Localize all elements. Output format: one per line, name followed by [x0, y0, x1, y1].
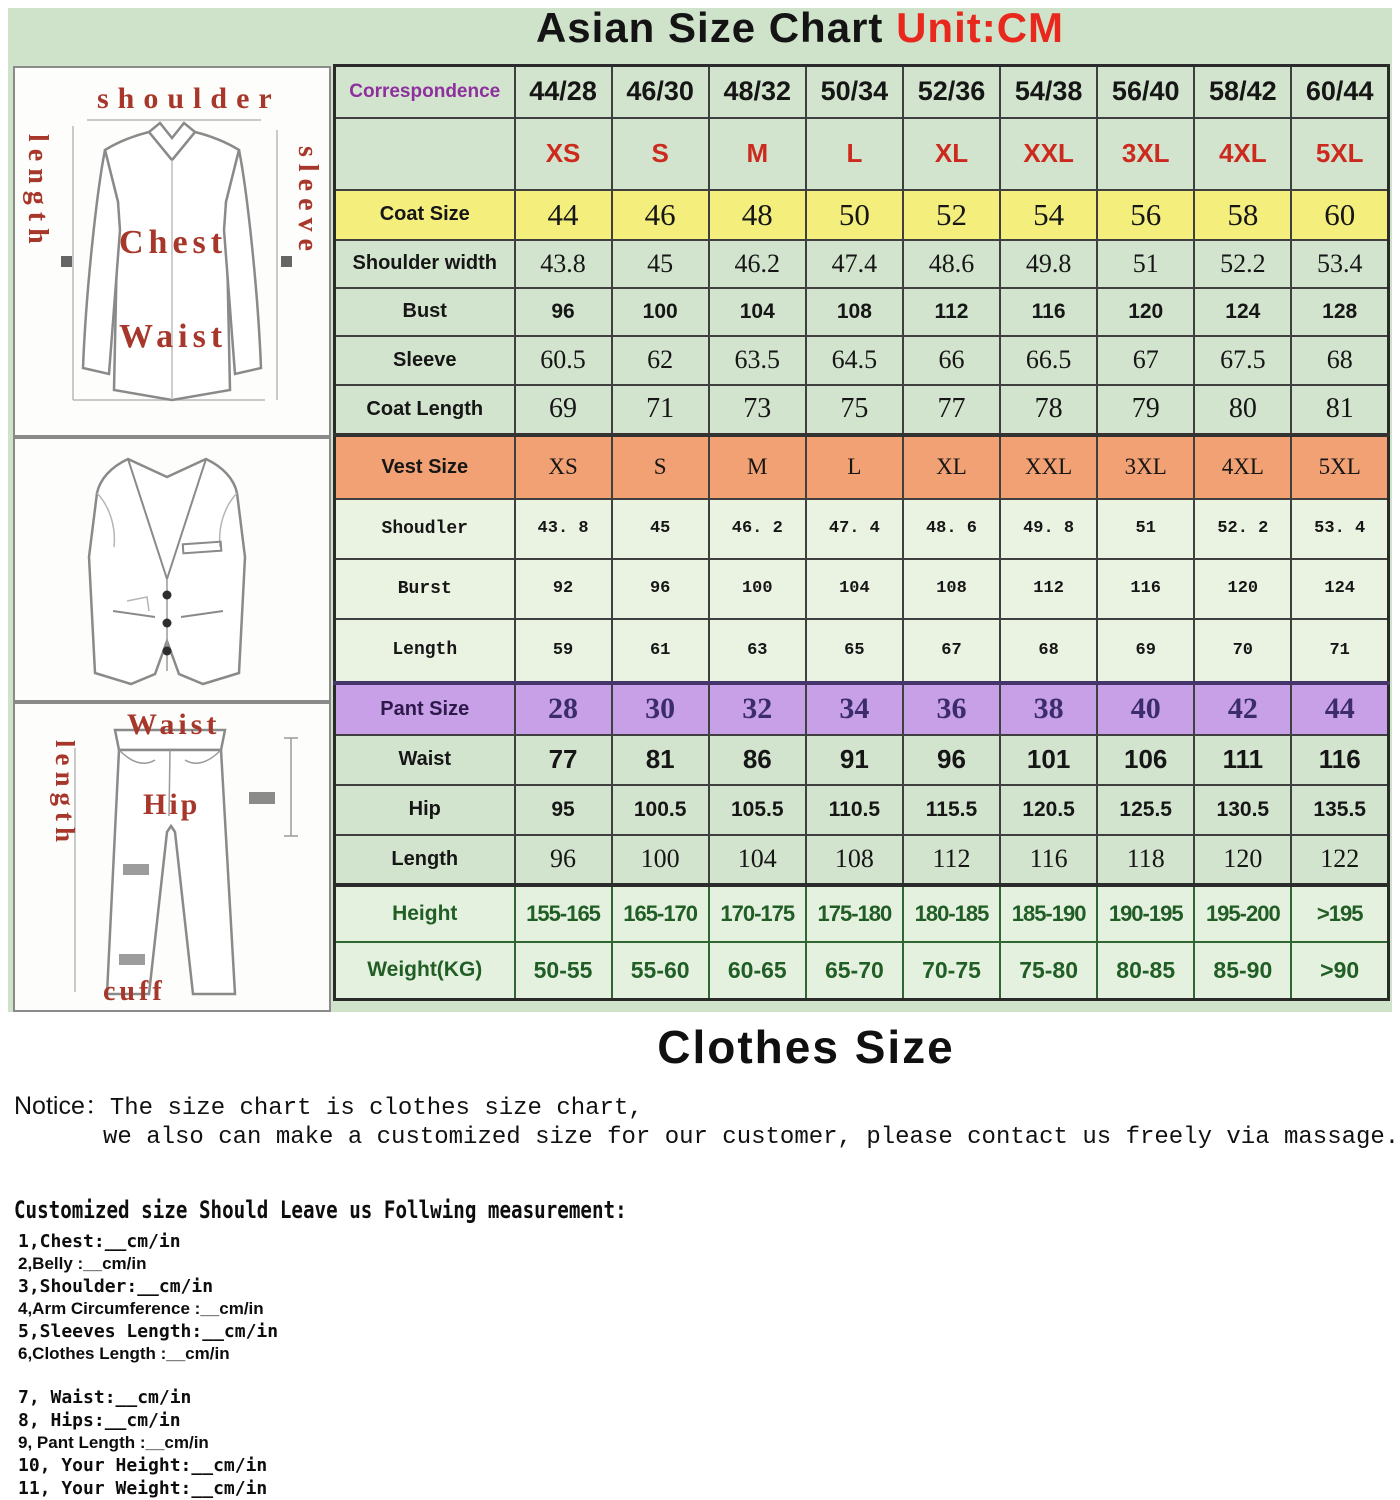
notice-label: Notice： [14, 1092, 110, 1120]
cell-coat-size-7: 58 [1194, 190, 1291, 240]
cell-bust-6: 120 [1097, 288, 1194, 336]
row-vest-size [335, 435, 1389, 499]
cell-sleeve-2: 63.5 [709, 336, 806, 385]
cell-vest-burst-5: 112 [1000, 559, 1097, 619]
cell-vest-shoulder-6: 51 [1097, 499, 1194, 559]
cell-vest-burst-4: 108 [903, 559, 1000, 619]
cell-vest-shoulder-7: 52. 2 [1194, 499, 1291, 559]
cell-pant-length-6: 118 [1097, 835, 1194, 885]
cell-vest-length-4: 67 [903, 619, 1000, 683]
cell-vest-burst-1: 96 [612, 559, 709, 619]
jacket-chest-label: Chest [119, 224, 228, 261]
row-label-weight: Weight(KG) [335, 942, 515, 1000]
cell-shoulder-width-8: 53.4 [1291, 240, 1388, 288]
cell-waist-7: 111 [1194, 735, 1291, 785]
cell-pant-size-1: 30 [612, 683, 709, 735]
cell-height-5: 185-190 [1000, 885, 1097, 942]
cell-coat-length-5: 78 [1000, 385, 1097, 435]
cell-height-1: 165-170 [612, 885, 709, 942]
cell-size-letters-7: 4XL [1194, 118, 1291, 190]
cell-coat-length-6: 79 [1097, 385, 1194, 435]
row-label-coat-size: Coat Size [335, 190, 515, 240]
cell-hip-1: 100.5 [612, 785, 709, 835]
cell-weight-5: 75-80 [1000, 942, 1097, 1000]
measurement-item-7: 7, Waist:__cm/in [18, 1387, 192, 1408]
pants-cuff-label: cuff [103, 976, 166, 1007]
cell-vest-length-6: 69 [1097, 619, 1194, 683]
cell-correspondence-8: 60/44 [1291, 66, 1388, 118]
cell-coat-length-2: 73 [709, 385, 806, 435]
cell-height-7: 195-200 [1194, 885, 1291, 942]
cell-height-6: 190-195 [1097, 885, 1194, 942]
cell-weight-6: 80-85 [1097, 942, 1194, 1000]
cell-correspondence-2: 48/32 [709, 66, 806, 118]
row-bust [335, 288, 1389, 336]
cell-vest-shoulder-4: 48. 6 [903, 499, 1000, 559]
cell-weight-7: 85-90 [1194, 942, 1291, 1000]
row-size-letters [335, 118, 1389, 190]
cell-vest-size-3: L [806, 435, 903, 499]
cell-vest-length-7: 70 [1194, 619, 1291, 683]
cell-size-letters-2: M [709, 118, 806, 190]
row-coat-length [335, 385, 1389, 435]
measurement-item-8: 8, Hips:__cm/in [18, 1410, 181, 1431]
cell-vest-shoulder-0: 43. 8 [515, 499, 612, 559]
cell-hip-2: 105.5 [709, 785, 806, 835]
pants-hip-label: Hip [143, 788, 201, 821]
row-sleeve [335, 336, 1389, 385]
cell-waist-5: 101 [1000, 735, 1097, 785]
cell-pant-size-2: 32 [709, 683, 806, 735]
cell-bust-0: 96 [515, 288, 612, 336]
cell-pant-length-2: 104 [709, 835, 806, 885]
cell-shoulder-width-5: 49.8 [1000, 240, 1097, 288]
row-correspondence [335, 66, 1389, 118]
cell-coat-size-0: 44 [515, 190, 612, 240]
measurement-item-4: 4,Arm Circumference :__cm/in [18, 1299, 264, 1318]
row-label-waist: Waist [335, 735, 515, 785]
cell-size-letters-6: 3XL [1097, 118, 1194, 190]
cell-vest-size-2: M [709, 435, 806, 499]
jacket-sleeve-label: sleeve [292, 146, 323, 258]
cell-waist-3: 91 [806, 735, 903, 785]
pants-waist-label: Waist [127, 708, 221, 741]
cell-coat-size-8: 60 [1291, 190, 1388, 240]
cell-vest-burst-8: 124 [1291, 559, 1388, 619]
measurement-item-1: 1,Chest:__cm/in [18, 1231, 181, 1252]
cell-hip-7: 130.5 [1194, 785, 1291, 835]
pants-diagram [13, 702, 331, 1012]
cell-vest-size-7: 4XL [1194, 435, 1291, 499]
cell-pant-size-4: 36 [903, 683, 1000, 735]
cell-sleeve-1: 62 [612, 336, 709, 385]
cell-height-8: >195 [1291, 885, 1388, 942]
cell-sleeve-0: 60.5 [515, 336, 612, 385]
cell-waist-2: 86 [709, 735, 806, 785]
row-label-vest-length: Length [335, 619, 515, 683]
cell-size-letters-1: S [612, 118, 709, 190]
cell-vest-burst-2: 100 [709, 559, 806, 619]
row-hip [335, 785, 1389, 835]
row-waist [335, 735, 1389, 785]
cell-coat-length-8: 81 [1291, 385, 1388, 435]
page-title [200, 4, 1400, 52]
cell-pant-length-8: 122 [1291, 835, 1388, 885]
row-label-coat-length: Coat Length [335, 385, 515, 435]
cell-size-letters-5: XXL [1000, 118, 1097, 190]
cell-coat-length-4: 77 [903, 385, 1000, 435]
vest-illustration [15, 439, 329, 700]
jacket-diagram [13, 66, 331, 437]
cell-weight-2: 60-65 [709, 942, 806, 1000]
cell-pant-length-3: 108 [806, 835, 903, 885]
row-label-bust: Bust [335, 288, 515, 336]
page-title-main: Asian Size Chart [535, 4, 897, 51]
row-label-sleeve: Sleeve [335, 336, 515, 385]
cell-coat-size-1: 46 [612, 190, 709, 240]
cell-hip-5: 120.5 [1000, 785, 1097, 835]
cell-waist-1: 81 [612, 735, 709, 785]
cell-pant-size-7: 42 [1194, 683, 1291, 735]
row-label-shoulder-width: Shoulder width [335, 240, 515, 288]
measurement-item-11: 11, Your Weight:__cm/in [18, 1478, 268, 1499]
cell-pant-size-6: 40 [1097, 683, 1194, 735]
cell-vest-burst-6: 116 [1097, 559, 1194, 619]
cell-bust-2: 104 [709, 288, 806, 336]
cell-vest-size-8: 5XL [1291, 435, 1388, 499]
row-label-correspondence: Correspondence [335, 66, 515, 118]
cell-coat-length-7: 80 [1194, 385, 1291, 435]
cell-height-0: 155-165 [515, 885, 612, 942]
customized-list [18, 1230, 278, 1500]
cell-shoulder-width-3: 47.4 [806, 240, 903, 288]
cell-weight-8: >90 [1291, 942, 1388, 1000]
cell-correspondence-6: 56/40 [1097, 66, 1194, 118]
cell-sleeve-8: 68 [1291, 336, 1388, 385]
measurement-item-3: 3,Shoulder:__cm/in [18, 1276, 214, 1297]
cell-hip-0: 95 [515, 785, 612, 835]
notice-line-1 [14, 1086, 643, 1122]
cell-sleeve-4: 66 [903, 336, 1000, 385]
row-vest-burst [335, 559, 1389, 619]
row-weight [335, 942, 1389, 1000]
cell-pant-size-3: 34 [806, 683, 903, 735]
cell-weight-1: 55-60 [612, 942, 709, 1000]
jacket-length-label: length [22, 134, 53, 251]
cell-hip-6: 125.5 [1097, 785, 1194, 835]
cell-pant-length-7: 120 [1194, 835, 1291, 885]
cell-pant-length-5: 116 [1000, 835, 1097, 885]
cell-weight-4: 70-75 [903, 942, 1000, 1000]
cell-coat-length-0: 69 [515, 385, 612, 435]
row-vest-length [335, 619, 1389, 683]
cell-vest-size-6: 3XL [1097, 435, 1194, 499]
cell-bust-5: 116 [1000, 288, 1097, 336]
page-title-unit: Unit:CM [896, 4, 1065, 51]
row-label-hip: Hip [335, 785, 515, 835]
cell-size-letters-0: XS [515, 118, 612, 190]
cell-height-2: 170-175 [709, 885, 806, 942]
measurement-item-6: 6,Clothes Length :__cm/in [18, 1344, 230, 1363]
cell-vest-shoulder-8: 53. 4 [1291, 499, 1388, 559]
measurement-item-10: 10, Your Height:__cm/in [18, 1455, 268, 1476]
jacket-waist-label: Waist [119, 318, 228, 355]
size-table [333, 64, 1390, 1001]
cell-pant-size-5: 38 [1000, 683, 1097, 735]
row-label-size-letters [335, 118, 515, 190]
cell-hip-8: 135.5 [1291, 785, 1388, 835]
cell-bust-7: 124 [1194, 288, 1291, 336]
row-label-vest-shoulder: Shoudler [335, 499, 515, 559]
notice-text-1: The size chart is clothes size chart, [109, 1095, 643, 1122]
cell-vest-length-5: 68 [1000, 619, 1097, 683]
cell-shoulder-width-1: 45 [612, 240, 709, 288]
cell-height-3: 175-180 [806, 885, 903, 942]
cell-vest-length-8: 71 [1291, 619, 1388, 683]
measurement-item-2: 2,Belly :__cm/in [18, 1254, 147, 1273]
cell-pant-length-0: 96 [515, 835, 612, 885]
row-label-pant-size: Pant Size [335, 683, 515, 735]
cell-coat-size-6: 56 [1097, 190, 1194, 240]
cell-vest-burst-0: 92 [515, 559, 612, 619]
cell-vest-size-5: XXL [1000, 435, 1097, 499]
cell-correspondence-7: 58/42 [1194, 66, 1291, 118]
size-table-wrap [333, 64, 1390, 1001]
cell-shoulder-width-7: 52.2 [1194, 240, 1291, 288]
cell-vest-length-3: 65 [806, 619, 903, 683]
cell-shoulder-width-6: 51 [1097, 240, 1194, 288]
row-height [335, 885, 1389, 942]
cell-height-4: 180-185 [903, 885, 1000, 942]
cell-sleeve-3: 64.5 [806, 336, 903, 385]
cell-coat-size-5: 54 [1000, 190, 1097, 240]
cell-weight-0: 50-55 [515, 942, 612, 1000]
cell-weight-3: 65-70 [806, 942, 903, 1000]
clothes-size-heading: Clothes Size [657, 1021, 955, 1073]
row-label-vest-size: Vest Size [335, 435, 515, 499]
cell-pant-length-1: 100 [612, 835, 709, 885]
cell-vest-length-1: 61 [612, 619, 709, 683]
cell-correspondence-4: 52/36 [903, 66, 1000, 118]
jacket-shoulder-label: shoulder [97, 82, 281, 115]
cell-hip-3: 110.5 [806, 785, 903, 835]
cell-vest-length-2: 63 [709, 619, 806, 683]
row-label-pant-length: Length [335, 835, 515, 885]
cell-vest-size-0: XS [515, 435, 612, 499]
cell-bust-3: 108 [806, 288, 903, 336]
measurement-item-5: 5,Sleeves Length:__cm/in [18, 1321, 279, 1342]
cell-pant-size-8: 44 [1291, 683, 1388, 735]
cell-vest-burst-7: 120 [1194, 559, 1291, 619]
cell-bust-1: 100 [612, 288, 709, 336]
size-table-body [335, 66, 1389, 1000]
row-coat-size [335, 190, 1389, 240]
cell-vest-shoulder-3: 47. 4 [806, 499, 903, 559]
cell-vest-shoulder-5: 49. 8 [1000, 499, 1097, 559]
vest-diagram [13, 437, 331, 702]
cell-correspondence-5: 54/38 [1000, 66, 1097, 118]
cell-coat-size-3: 50 [806, 190, 903, 240]
customized-heading: Customized size Should Leave us Follwing measurement: [14, 1196, 627, 1224]
cell-pant-size-0: 28 [515, 683, 612, 735]
cell-correspondence-1: 46/30 [612, 66, 709, 118]
cell-waist-0: 77 [515, 735, 612, 785]
cell-correspondence-0: 44/28 [515, 66, 612, 118]
cell-coat-size-4: 52 [903, 190, 1000, 240]
cell-pant-length-4: 112 [903, 835, 1000, 885]
cell-coat-length-1: 71 [612, 385, 709, 435]
row-pant-length [335, 835, 1389, 885]
cell-size-letters-8: 5XL [1291, 118, 1388, 190]
cell-sleeve-7: 67.5 [1194, 336, 1291, 385]
row-shoulder-width [335, 240, 1389, 288]
row-label-vest-burst: Burst [335, 559, 515, 619]
cell-shoulder-width-4: 48.6 [903, 240, 1000, 288]
cell-shoulder-width-2: 46.2 [709, 240, 806, 288]
cell-vest-length-0: 59 [515, 619, 612, 683]
cell-vest-shoulder-2: 46. 2 [709, 499, 806, 559]
cell-coat-size-2: 48 [709, 190, 806, 240]
cell-vest-size-4: XL [903, 435, 1000, 499]
cell-bust-4: 112 [903, 288, 1000, 336]
cell-hip-4: 115.5 [903, 785, 1000, 835]
row-pant-size [335, 683, 1389, 735]
diagram-column [13, 66, 331, 1012]
cell-sleeve-6: 67 [1097, 336, 1194, 385]
cell-size-letters-3: L [806, 118, 903, 190]
notice-text-2: we also can make a customized size for our customer, please contact us freely via massage. [103, 1124, 1400, 1151]
cell-bust-8: 128 [1291, 288, 1388, 336]
measurement-item-9: 9, Pant Length :__cm/in [18, 1433, 209, 1452]
cell-correspondence-3: 50/34 [806, 66, 903, 118]
cell-waist-8: 116 [1291, 735, 1388, 785]
cell-waist-4: 96 [903, 735, 1000, 785]
cell-coat-length-3: 75 [806, 385, 903, 435]
cell-vest-shoulder-1: 45 [612, 499, 709, 559]
pants-length-label: length [50, 740, 80, 849]
cell-size-letters-4: XL [903, 118, 1000, 190]
cell-shoulder-width-0: 43.8 [515, 240, 612, 288]
row-vest-shoulder [335, 499, 1389, 559]
cell-vest-size-1: S [612, 435, 709, 499]
cell-vest-burst-3: 104 [806, 559, 903, 619]
cell-waist-6: 106 [1097, 735, 1194, 785]
row-label-height: Height [335, 885, 515, 942]
cell-sleeve-5: 66.5 [1000, 336, 1097, 385]
